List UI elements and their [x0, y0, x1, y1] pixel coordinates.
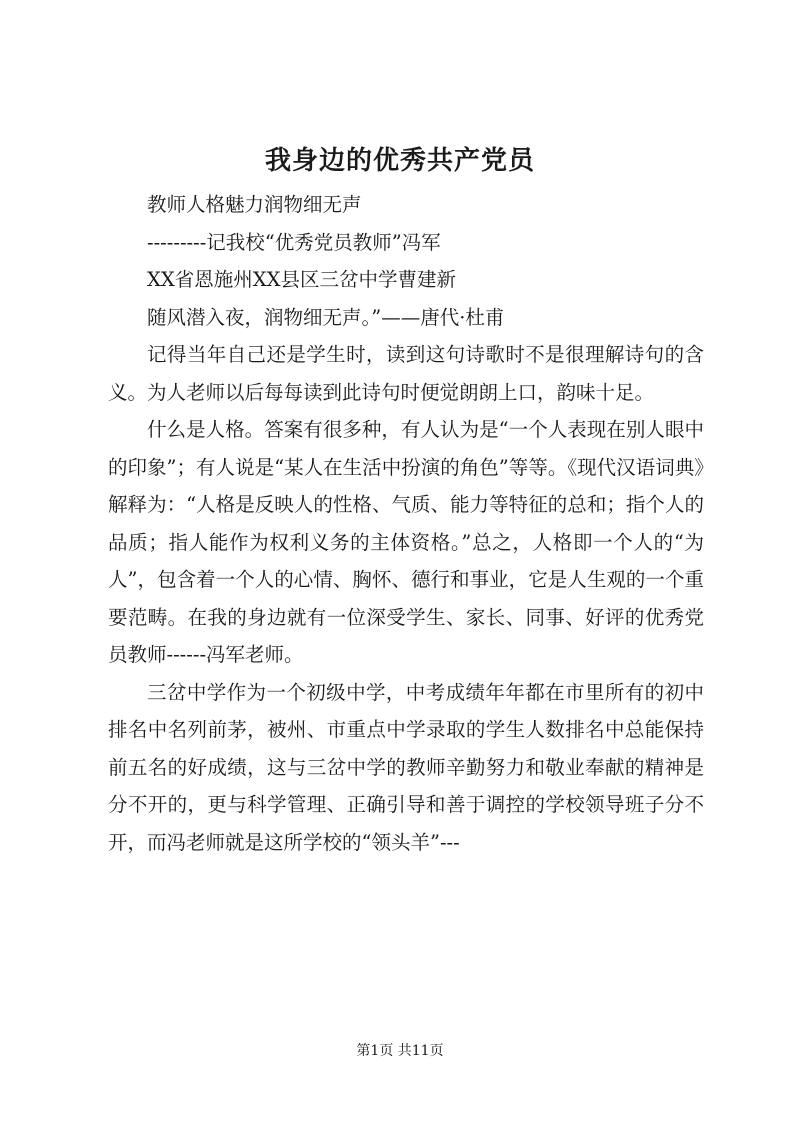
dedication-line: ---------记我校“优秀党员教师”冯军 — [147, 230, 441, 254]
page-footer: 第1页 共11页 — [356, 1043, 444, 1059]
document-body — [108, 186, 704, 861]
subtitle-line: 教师人格魅力润物细无声 — [147, 193, 362, 216]
body-paragraph: 记得当年自己还是学生时，读到这句诗歌时不是很理解诗句的含义。为人老师以后每每读到此诗句时便觉朗朗上口，韵味十足。 — [108, 343, 704, 404]
body-paragraph: 三岔中学作为一个初级中学，中考成绩年年都在市里所有的初中排名中名列前茅，被州、市重点中学录取的学生人数排名中总能保持前五名的好成绩，这与三岔中学的教师辛勤努力和敬业奉献的精神是分不开的，更与科学管理、正确引导和善于调控的学校领导班子分不开，而冯老师就是这所学校的“领头羊”--- — [108, 680, 704, 854]
document-title: 我身边的优秀共产党员 — [264, 146, 535, 176]
quote-line: 随风潜入夜，润物细无声。”——唐代·杜甫 — [147, 305, 505, 329]
body-paragraph: 什么是人格。答案有很多种，有人认为是“一个人表现在别人眼中的印象”；有人说是“某人在生活中扮演的角色”等等。《现代汉语词典》解释为：“人格是反映人的性格、气质、能力等特征的总和；指个人的品质；指人能作为权利义务的主体资格。”总之，人格即一个人的“为人”，包含着一个人的心情、胸怀、德行和事业，它是人生观的一个重要范畴。在我的身边就有一位深受学生、家长、同事、好评的优秀党员教师------冯军老师。 — [108, 418, 704, 666]
author-line: XX省恩施州XX县区三岔中学曹建新 — [147, 268, 457, 291]
